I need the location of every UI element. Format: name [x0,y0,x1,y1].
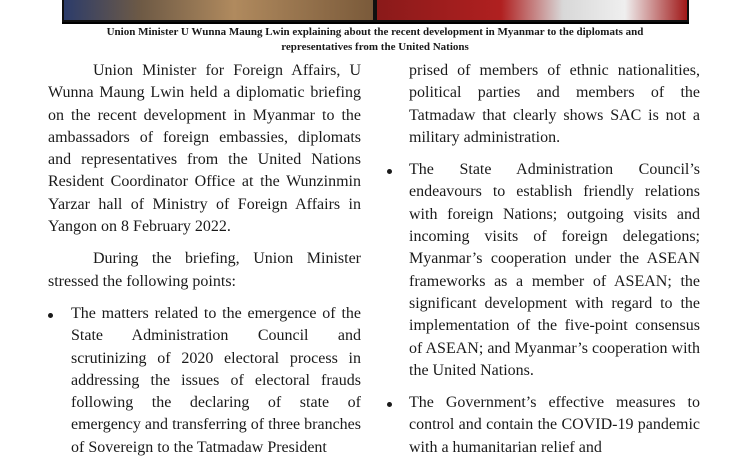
article-right-column [387,60,700,459]
article-paragraph-intro: Union Minister for Foreign Affairs, U Wunna Maung Lwin held a diplomatic briefing on the recent development in Myanmar to the ambassadors of foreign embassies, diplomats and representatives from the United Nations Resident Coordinator Office at the Wunzinmin Yarzar hall of Ministry of Foreign Affairs in Yangon on 8 February 2022. [48,62,361,236]
briefing-point-item [387,392,700,459]
briefing-point-continuation: prised of members of ethnic nationalities, political parties and members of the Tatmadaw that clearly shows SAC is not a military administration. [409,62,700,146]
bullet-icon [387,169,392,174]
briefing-points-list [48,303,361,459]
bullet-icon [48,313,53,318]
article-paragraph-briefing: During the briefing, Union Minister stressed the following points: [48,250,361,290]
photo-union-minister [64,0,373,20]
news-photo-strip [62,0,689,24]
briefing-point-item [387,159,700,382]
photo-diplomats [377,0,687,20]
photo-caption [40,25,710,55]
caption-line-2: representatives from the United Nations [281,41,469,53]
article-left-column [48,60,361,459]
briefing-point-item [48,303,361,459]
briefing-point-text: The State Administration Council’s endeavours to establish friendly relations with foreign Nations; outgoing visits and incoming visits of foreign delegations; Myanmar’s cooperation under the ASEAN frameworks as a member of ASEAN; the significant development with regard to the implementation of the five-point consensus of ASEAN; and Myanmar’s cooperation with the United Nations. [409,161,700,379]
briefing-point-text: The Government’s effective measures to control and contain the COVID-19 pandemic with a humanitarian relief and [409,394,700,456]
caption-line-1: Union Minister U Wunna Maung Lwin explaining about the recent development in Myanmar to the diplomats and [106,26,644,38]
briefing-points-list-continued [387,159,700,459]
briefing-point-text: The matters related to the emergence of the State Administration Council and scrutinizing of 2020 electoral process in addressing the issues of electoral frauds following the declaring of state of emergency and transferring of three branches of Sovereign to the Tatmadaw President [71,304,361,456]
bullet-icon [387,402,392,407]
